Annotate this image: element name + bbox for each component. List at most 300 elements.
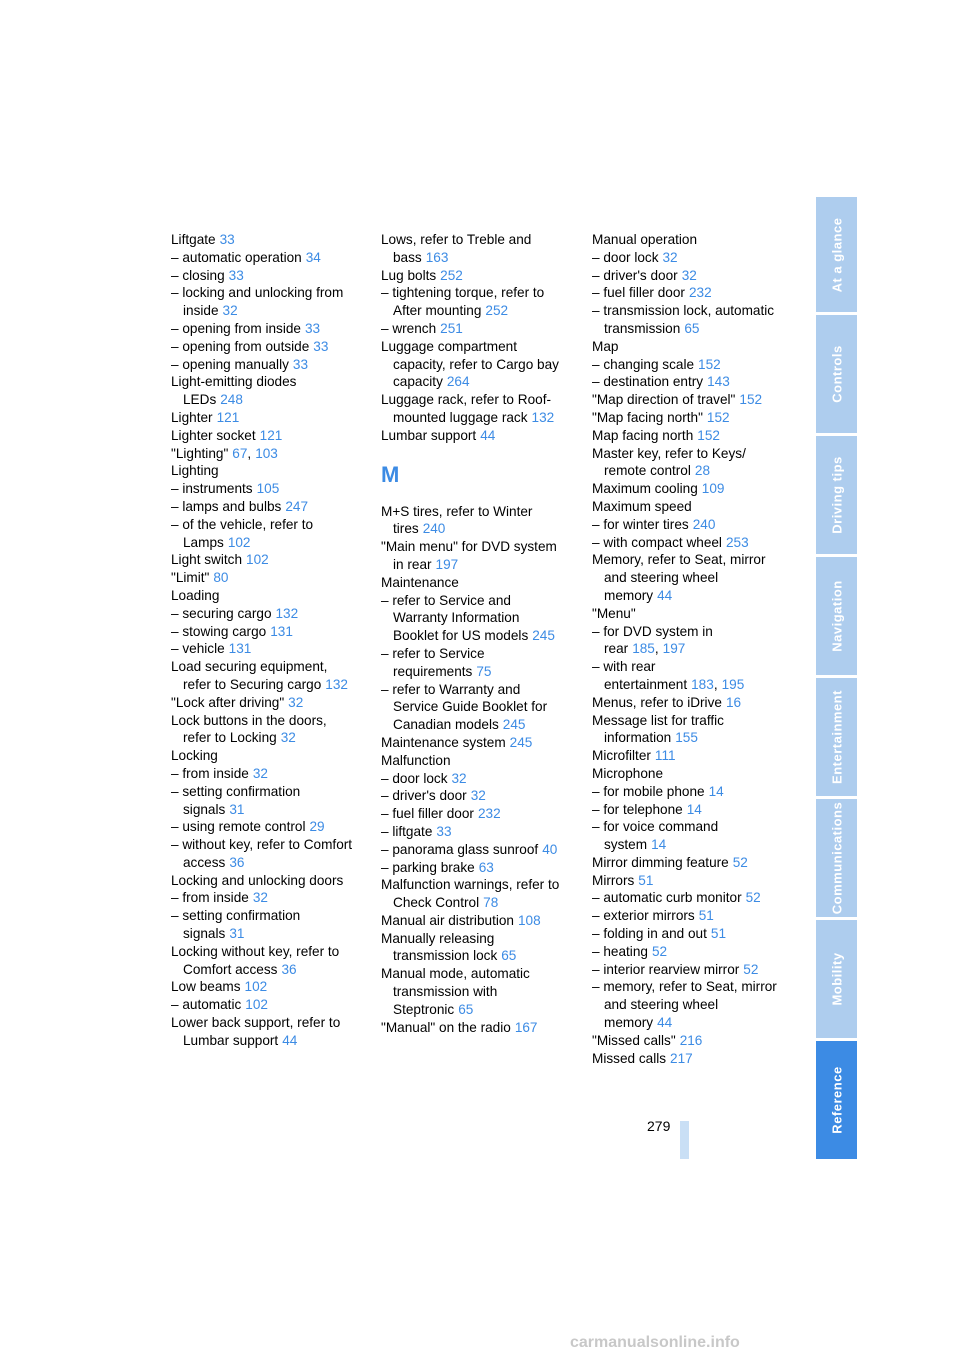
page-reference-link[interactable]: 32 <box>470 788 486 804</box>
page-reference-link[interactable]: 44 <box>282 1032 298 1048</box>
page-reference-link[interactable]: 29 <box>309 819 325 835</box>
entry-text: Master key, refer to Keys/ <box>592 445 746 461</box>
entry-text: – opening from outside <box>171 338 310 354</box>
page-reference-link[interactable]: 264 <box>446 374 470 390</box>
tab-driving-tips[interactable] <box>816 436 857 554</box>
page-reference-link[interactable]: 51 <box>638 872 654 888</box>
entry-text: Luggage rack, refer to Roof- <box>381 392 552 408</box>
index-entry <box>381 320 581 338</box>
index-entry <box>592 747 792 765</box>
page-reference-link[interactable]: 32 <box>288 694 304 710</box>
page-reference-link[interactable]: 33 <box>313 338 329 354</box>
page-reference-link[interactable]: 108 <box>517 912 541 928</box>
index-entry <box>381 805 581 823</box>
entry-text: Lower back support, refer to <box>171 1015 341 1031</box>
entry-text: "Manual" on the radio <box>381 1019 511 1035</box>
tab-navigation[interactable] <box>816 557 857 675</box>
index-entry <box>381 267 581 285</box>
page-reference-link[interactable]: 44 <box>480 427 496 443</box>
entry-text: Booklet for US models <box>393 628 529 644</box>
page-reference-link[interactable]: 152 <box>698 356 721 372</box>
entry-text: Maintenance <box>381 574 459 590</box>
page-reference-link[interactable]: 245 <box>509 734 533 750</box>
index-entry: – for DVD system in rear 185, 197 <box>592 623 713 657</box>
entry-text: Locking <box>171 748 218 764</box>
entry-text: transmission with <box>393 984 498 1000</box>
page-reference-link[interactable]: 52 <box>651 943 668 959</box>
index-entry <box>381 770 581 788</box>
entry-text: – exterior mirrors <box>592 908 695 924</box>
index-entry <box>171 320 371 338</box>
page-reference-link[interactable]: 65 <box>684 320 700 336</box>
entry-text: Loading <box>171 587 220 603</box>
index-entry <box>592 872 792 890</box>
page-reference-link[interactable]: 252 <box>440 267 463 283</box>
section-letter: M <box>381 461 400 487</box>
page-reference-link[interactable]: 32 <box>252 890 268 906</box>
tab-label: Controls <box>829 345 844 403</box>
tab-label: Navigation <box>829 580 844 652</box>
entry-text: – from inside <box>171 890 249 906</box>
page-reference-link[interactable]: 131 <box>228 641 252 657</box>
tab-label: Entertainment <box>829 690 844 784</box>
page-number-bar <box>680 1121 689 1159</box>
page-reference-link[interactable]: 63 <box>478 859 494 875</box>
index-entry <box>592 534 792 552</box>
index-entry <box>592 498 792 516</box>
entry-text: – destination entry <box>592 374 704 390</box>
entry-text: – liftgate <box>381 823 433 839</box>
entry-text: Lug bolts <box>381 267 437 283</box>
entry-text: Menus, refer to iDrive <box>592 694 722 710</box>
entry-text: Manual mode, automatic <box>381 966 530 982</box>
entry-text: Light-emitting diodes <box>171 374 297 390</box>
entry-text: – for voice command <box>592 819 719 835</box>
index-entry <box>592 356 792 374</box>
entry-text: Maintenance system <box>381 734 506 750</box>
entry-text: "Map facing north" <box>592 409 703 425</box>
entry-text: Low beams <box>171 979 241 995</box>
page-reference-link[interactable]: 251 <box>440 320 463 336</box>
page-reference-link[interactable]: 102 <box>244 979 268 995</box>
index-entry <box>381 787 581 805</box>
entry-text: transmission lock <box>393 948 498 964</box>
page-reference-link[interactable]: 167 <box>514 1019 538 1035</box>
page-reference-link[interactable]: 52 <box>743 961 759 977</box>
page-reference-link[interactable]: 40 <box>542 841 558 857</box>
page-reference-link[interactable]: 44 <box>657 587 673 603</box>
index-entry <box>171 783 371 819</box>
index-entry <box>592 302 792 338</box>
entry-text: – refer to Service and <box>381 592 511 608</box>
index-entry <box>171 338 371 356</box>
page-reference-link[interactable]: 197 <box>435 556 459 572</box>
index-entry <box>381 645 581 681</box>
section-tabs <box>816 197 857 1162</box>
entry-text: in rear <box>393 556 432 572</box>
index-entry <box>592 338 792 356</box>
entry-text: Map facing north <box>592 427 694 443</box>
page-reference-link[interactable]: 28 <box>694 463 711 479</box>
entry-text: inside <box>183 303 219 319</box>
page-reference-link[interactable]: 33 <box>304 320 321 336</box>
index-entry <box>592 712 792 748</box>
entry-text: mounted luggage rack <box>393 409 528 425</box>
index-entry <box>381 1019 581 1037</box>
entry-text: – of the vehicle, refer to <box>171 516 314 532</box>
page-reference-link[interactable]: 152 <box>739 392 763 408</box>
entry-text: Service Guide Booklet for <box>393 699 548 715</box>
entry-text: – for DVD system in <box>592 623 713 639</box>
page-reference-link[interactable]: 52 <box>745 890 761 906</box>
tab-label: Reference <box>829 1066 844 1134</box>
index-entry <box>171 462 371 480</box>
tab-label: Mobility <box>829 952 844 1006</box>
page-reference-link[interactable]: 121 <box>216 409 240 425</box>
page-reference-link[interactable]: 33 <box>219 232 235 247</box>
entry-text: memory <box>604 1015 654 1031</box>
entry-text: Lighting <box>171 463 219 479</box>
page-reference-link[interactable]: 14 <box>708 783 724 799</box>
tab-communications[interactable] <box>816 799 857 917</box>
entry-text: – wrench <box>381 320 437 336</box>
entry-text: Lows, refer to Treble and <box>381 232 532 247</box>
index-entry <box>381 231 581 267</box>
page-reference-link[interactable]: 31 <box>229 801 245 817</box>
entry-text: "Map direction of travel" <box>592 392 736 408</box>
page-reference-link[interactable]: 33 <box>436 823 452 839</box>
index-entry <box>592 480 792 498</box>
page-reference-link[interactable]: 33 <box>292 356 309 372</box>
tab-reference[interactable] <box>816 1041 857 1159</box>
entry-text: – lamps and bulbs <box>171 498 282 514</box>
entry-text: rear <box>604 641 629 657</box>
entry-text: – opening manually <box>171 356 289 372</box>
page-reference-link[interactable]: 121 <box>259 427 283 443</box>
page-reference-link[interactable]: 102 <box>246 552 269 568</box>
entry-text: – without key, refer to Comfort <box>171 837 353 853</box>
entry-text: Mirror dimming feature <box>592 854 729 870</box>
page-reference-link[interactable]: 16 <box>725 694 742 710</box>
page-reference-link[interactable]: 217 <box>670 1050 693 1066</box>
page-reference-link[interactable]: 51 <box>710 926 727 942</box>
entry-text: Missed calls <box>592 1050 667 1066</box>
index-entry <box>381 284 581 320</box>
index-entry <box>381 574 581 592</box>
index-entry <box>381 391 581 427</box>
entry-text: Lumbar support <box>183 1032 279 1048</box>
entry-text: Warranty Information <box>393 610 520 626</box>
index-entry <box>381 338 581 391</box>
entry-text: information <box>604 730 672 746</box>
page-reference-link[interactable]: 232 <box>688 285 712 301</box>
entry-text: Maximum speed <box>592 498 692 514</box>
entry-text: – refer to Warranty and <box>381 681 521 697</box>
entry-text: capacity <box>393 374 443 390</box>
index-entry <box>171 978 371 996</box>
entry-text: – transmission lock, automatic <box>592 303 775 319</box>
page-reference-link[interactable]: 152 <box>706 409 730 425</box>
index-entry <box>171 356 371 374</box>
page-reference-link[interactable]: 36 <box>229 854 245 870</box>
index-entry <box>381 592 581 645</box>
index-entry <box>171 889 371 907</box>
page-reference-link[interactable]: 78 <box>483 895 499 911</box>
index-entry <box>171 658 371 694</box>
tab-label: At a glance <box>829 217 844 292</box>
index-entry <box>381 503 581 539</box>
page-reference-link[interactable]: 44 <box>657 1015 673 1031</box>
page-reference-link[interactable]: 65 <box>458 1001 474 1017</box>
entry-text: signals <box>183 926 226 942</box>
index-entry <box>592 818 792 854</box>
entry-text: – fuel filler door <box>381 806 474 822</box>
index-entry <box>381 859 581 877</box>
entry-text: After mounting <box>393 303 482 319</box>
page-reference-link[interactable]: 102 <box>227 534 251 550</box>
page-reference-link[interactable]: 240 <box>422 521 446 537</box>
index-entry <box>171 231 371 249</box>
page-reference-link[interactable]: 105 <box>256 481 280 497</box>
index-entry <box>381 734 581 752</box>
page-reference-link[interactable]: 132 <box>325 676 348 692</box>
entry-text: LEDs <box>183 392 217 408</box>
entry-text: tires <box>393 521 419 537</box>
page-reference-link[interactable]: 31 <box>229 926 245 942</box>
page-reference-link[interactable]: 131 <box>270 623 293 639</box>
entry-text: Lumbar support <box>381 427 477 443</box>
entry-text: – for mobile phone <box>592 783 705 799</box>
page-reference-link[interactable]: 34 <box>305 249 321 265</box>
page-reference-link[interactable]: 132 <box>275 605 299 621</box>
entry-text: – automatic <box>171 997 242 1013</box>
entry-text: and steering wheel <box>604 997 719 1013</box>
entry-text: Luggage compartment <box>381 338 518 354</box>
page-reference-link[interactable]: 32 <box>451 770 467 786</box>
index-entry <box>381 752 581 770</box>
tab-entertainment[interactable] <box>816 678 857 796</box>
entry-text: Map <box>592 338 619 354</box>
index-entry <box>171 623 371 641</box>
entry-text: – door lock <box>381 770 448 786</box>
page-reference-link[interactable]: 33 <box>228 267 244 283</box>
entry-text: refer to Securing cargo <box>183 676 322 692</box>
page-reference-link[interactable]: 247 <box>285 498 309 514</box>
index-entry: – with rear entertainment 183, 195 <box>592 659 745 692</box>
entry-text: – with rear <box>592 659 656 675</box>
page-reference-link[interactable]: 183 <box>691 676 714 692</box>
page-reference-link[interactable]: 240 <box>692 516 716 532</box>
entry-text: transmission <box>604 320 681 336</box>
entry-text: Canadian models <box>393 717 499 733</box>
page-reference-link[interactable]: 155 <box>675 730 698 746</box>
entry-text: – tightening torque, refer to <box>381 285 545 301</box>
entry-text: capacity, refer to Cargo bay <box>393 356 559 372</box>
page-reference-link[interactable]: 67 <box>232 445 248 461</box>
index-entry <box>592 854 792 872</box>
page-reference-link[interactable]: 102 <box>245 997 268 1013</box>
entry-text: Load securing equipment, <box>171 659 328 675</box>
index-entry <box>592 551 792 604</box>
index-entry <box>381 876 581 912</box>
page-reference-link[interactable]: 103 <box>255 445 278 461</box>
index-entry <box>171 640 371 658</box>
entry-text: "Main menu" for DVD system <box>381 539 557 555</box>
index-entry <box>171 907 371 943</box>
index-entry <box>592 249 792 267</box>
page-reference-link[interactable]: 132 <box>531 409 555 425</box>
page-reference-link[interactable]: 32 <box>252 765 268 781</box>
index-entry <box>592 943 792 961</box>
index-entry <box>592 889 792 907</box>
page-reference-link[interactable]: 185 <box>632 641 655 657</box>
index-entry <box>592 1032 792 1050</box>
page-reference-link[interactable]: 197 <box>662 641 686 657</box>
page-reference-link[interactable]: 163 <box>425 249 449 265</box>
index-entry <box>171 605 371 623</box>
page-reference-link[interactable]: 32 <box>222 303 238 319</box>
index-entry <box>171 427 371 445</box>
index-entry <box>171 249 371 267</box>
entry-text: – using remote control <box>171 819 306 835</box>
page-reference-link[interactable]: 32 <box>662 249 678 265</box>
page-reference-link[interactable]: 80 <box>213 570 229 586</box>
tab-mobility[interactable] <box>816 920 857 1038</box>
index-entry <box>592 1050 792 1068</box>
entry-text: Mirrors <box>592 872 635 888</box>
page-reference-link[interactable]: 232 <box>477 806 501 822</box>
entry-text: refer to Locking <box>183 730 277 746</box>
page-reference-link[interactable]: 252 <box>485 303 509 319</box>
index-entry <box>381 681 581 734</box>
page-reference-link[interactable]: 111 <box>654 748 676 764</box>
index-entry <box>171 694 371 712</box>
page-reference-link[interactable]: 245 <box>502 717 526 733</box>
entry-text: – locking and unlocking from <box>171 285 344 301</box>
page-reference-link[interactable]: 36 <box>281 961 297 977</box>
index-entry <box>592 516 792 534</box>
watermark: carmanualsonline.info <box>570 1334 740 1351</box>
index-entry <box>171 712 371 748</box>
tab-at-a-glance[interactable] <box>816 197 857 312</box>
entry-text: – for telephone <box>592 801 683 817</box>
entry-text: access <box>183 854 226 870</box>
index-entry <box>171 818 371 836</box>
index-entry <box>171 569 371 587</box>
entry-text: Manual air distribution <box>381 912 514 928</box>
entry-text: – setting confirmation <box>171 908 301 924</box>
index-entry <box>381 912 581 930</box>
page-reference-link[interactable]: 51 <box>698 908 714 924</box>
page-reference-link[interactable]: 195 <box>721 676 745 692</box>
index-entry <box>171 551 371 569</box>
index-entry <box>592 801 792 819</box>
entry-text: "Menu" <box>592 605 636 621</box>
entry-text: M+S tires, refer to Winter <box>381 503 533 519</box>
page-reference-link[interactable]: 14 <box>651 837 667 853</box>
index-entry <box>592 765 792 783</box>
entry-text: – changing scale <box>592 356 695 372</box>
page-reference-link[interactable]: 14 <box>686 801 702 817</box>
page-reference-link[interactable]: 75 <box>476 663 492 679</box>
tab-controls[interactable] <box>816 315 857 433</box>
index-entry <box>171 587 371 605</box>
entry-text: – from inside <box>171 765 249 781</box>
entry-text: – setting confirmation <box>171 783 301 799</box>
index-column-1 <box>171 231 371 1050</box>
index-entry <box>592 907 792 925</box>
index-entry <box>171 836 371 872</box>
index-entry: "Lighting" 67, 103 <box>171 445 278 461</box>
index-entry <box>171 765 371 783</box>
entry-text: – folding in and out <box>592 926 707 942</box>
index-entry <box>381 823 581 841</box>
index-entry <box>171 943 371 979</box>
page-reference-link[interactable]: 248 <box>220 392 243 408</box>
entry-text: – fuel filler door <box>592 285 685 301</box>
index-entry <box>171 284 371 320</box>
entry-text: – refer to Service <box>381 645 485 661</box>
index-entry <box>381 930 581 966</box>
page-number: 279 <box>647 1118 671 1134</box>
index-entry <box>171 996 371 1014</box>
index-entry <box>171 872 371 890</box>
index-column-3 <box>592 231 792 1067</box>
index-entry <box>592 961 792 979</box>
entry-text: Message list for traffic <box>592 712 724 728</box>
entry-text: – door lock <box>592 249 659 265</box>
entry-text: Locking without key, refer to <box>171 943 340 959</box>
entry-text: – panorama glass sunroof <box>381 841 539 857</box>
entry-text: "Lock after driving" <box>171 694 285 710</box>
entry-text: – heating <box>592 943 648 959</box>
entry-text: and steering wheel <box>604 570 719 586</box>
page-reference-link[interactable]: 253 <box>725 534 749 550</box>
entry-text: bass <box>393 249 422 265</box>
entry-text: Light switch <box>171 552 243 568</box>
entry-text: "Lighting" <box>171 445 229 461</box>
index-entry <box>592 427 792 445</box>
entry-text: – instruments <box>171 481 253 497</box>
index-entry <box>592 391 792 409</box>
page-reference-link[interactable]: 65 <box>501 948 517 964</box>
index-entry <box>171 267 371 285</box>
index-entry <box>171 498 371 516</box>
entry-text: Liftgate <box>171 232 216 247</box>
entry-text: – securing cargo <box>171 605 272 621</box>
page-reference-link[interactable]: 216 <box>679 1032 703 1048</box>
entry-text: – driver's door <box>381 788 467 804</box>
entry-text: – memory, refer to Seat, mirror <box>592 979 777 995</box>
page-reference-link[interactable]: 109 <box>701 481 725 497</box>
page-reference-link[interactable]: 52 <box>732 854 748 870</box>
page-reference-link[interactable]: 152 <box>697 427 720 443</box>
index-column-2 <box>381 231 581 1036</box>
page-reference-link[interactable]: 245 <box>532 628 555 644</box>
page-reference-link[interactable]: 32 <box>280 730 296 746</box>
index-entry <box>381 965 581 1018</box>
entry-text: signals <box>183 801 226 817</box>
entry-text: system <box>604 837 648 853</box>
page-reference-link[interactable]: 143 <box>707 374 730 390</box>
entry-text: Lamps <box>183 534 224 550</box>
page-reference-link[interactable]: 32 <box>681 267 697 283</box>
entry-text: Microphone <box>592 765 664 781</box>
entry-text: Lighter socket <box>171 427 256 443</box>
index-entry <box>171 1014 371 1050</box>
entry-text: – vehicle <box>171 641 225 657</box>
index-entry <box>592 978 792 1031</box>
